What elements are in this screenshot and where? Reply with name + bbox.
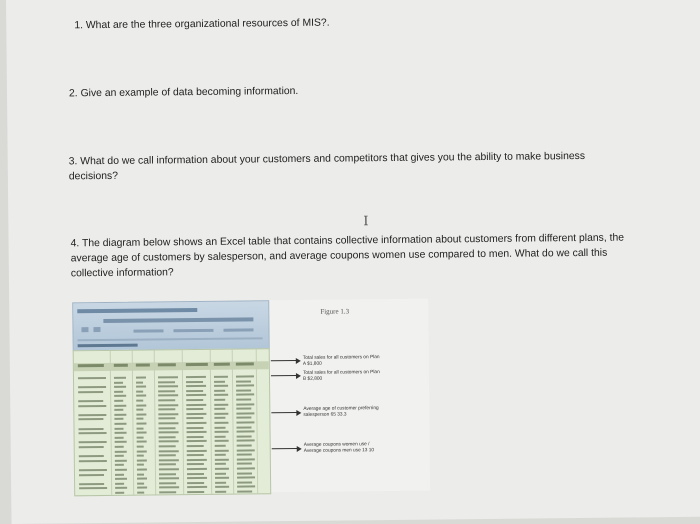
spreadsheet-cell — [214, 380, 225, 382]
spreadsheet-cell — [137, 464, 144, 466]
spreadsheet-cell — [215, 477, 229, 479]
spreadsheet-cell — [215, 440, 229, 442]
spreadsheet-cell — [79, 446, 104, 448]
spreadsheet-cell — [215, 445, 226, 447]
spreadsheet-cell — [236, 412, 254, 414]
spreadsheet-cell — [158, 385, 178, 387]
spreadsheet-cell — [215, 491, 226, 493]
annotation-plan-b: Total sales for all customers on Plan B $2,800 — [302, 370, 380, 382]
spreadsheet-cell — [214, 426, 225, 428]
annotation-arrow — [271, 360, 297, 361]
spreadsheet-cell — [186, 399, 203, 401]
spreadsheet-cell — [187, 468, 207, 470]
spreadsheet-cell — [136, 409, 143, 411]
spreadsheet-cell — [186, 394, 206, 396]
spreadsheet-cell — [114, 404, 126, 406]
spreadsheet-cell — [187, 445, 204, 447]
spreadsheet-cell — [136, 423, 146, 425]
spreadsheet-cell — [214, 385, 228, 387]
spreadsheet-cell — [215, 468, 229, 470]
spreadsheet-cell — [158, 399, 175, 401]
spreadsheet-cell — [159, 450, 179, 452]
spreadsheet-cell — [159, 487, 179, 489]
spreadsheet-cell — [237, 486, 255, 488]
spreadsheet-cell — [137, 459, 147, 461]
spreadsheet-cell — [158, 376, 178, 378]
spreadsheet-cell — [186, 390, 203, 392]
spreadsheet-cell — [114, 414, 126, 416]
spreadsheet-cell — [114, 409, 123, 411]
spreadsheet-cell — [79, 441, 107, 443]
annotation-coupons: Average coupons women use / Average coupons men use 13 10 — [303, 442, 375, 454]
spreadsheet-cell — [137, 446, 144, 448]
spreadsheet-cell — [137, 450, 147, 452]
spreadsheet-cell — [214, 399, 225, 401]
spreadsheet-cell — [236, 380, 251, 382]
spreadsheet-cell — [237, 467, 255, 469]
spreadsheet-cell — [237, 472, 252, 474]
spreadsheet-cell — [187, 459, 207, 461]
spreadsheet-cell — [137, 436, 144, 438]
text-cursor-icon: I — [363, 214, 369, 230]
spreadsheet-cell — [237, 435, 252, 437]
spreadsheet-cell — [215, 463, 226, 465]
spreadsheet-cell — [136, 418, 143, 420]
spreadsheet-cell — [114, 423, 126, 425]
spreadsheet-cell — [187, 463, 204, 465]
spreadsheet-cell — [79, 455, 104, 457]
spreadsheet-cell — [215, 449, 229, 451]
spreadsheet-cell — [159, 477, 179, 479]
spreadsheet-cell — [158, 408, 175, 410]
spreadsheet-cell — [236, 417, 251, 419]
spreadsheet-cell — [137, 455, 144, 457]
spreadsheet-cell — [115, 492, 124, 494]
spreadsheet-cell — [187, 440, 207, 442]
spreadsheet-cell — [115, 478, 127, 480]
spreadsheet-cell — [214, 403, 228, 405]
spreadsheet-cell — [215, 436, 226, 438]
spreadsheet-cell — [187, 477, 207, 479]
spreadsheet-cell — [187, 431, 207, 433]
question-2: 2. Give an example of data becoming information. — [68, 85, 299, 100]
spreadsheet-cell — [136, 395, 146, 397]
spreadsheet-cell — [137, 487, 147, 489]
spreadsheet-cell — [78, 400, 103, 402]
spreadsheet-cell — [115, 427, 124, 429]
spreadsheet-cell — [186, 408, 203, 410]
spreadsheet-cell — [78, 391, 103, 393]
spreadsheet-cell — [158, 404, 178, 406]
spreadsheet-cell — [114, 400, 123, 402]
spreadsheet-cell — [79, 469, 107, 471]
spreadsheet-cell — [159, 468, 179, 470]
spreadsheet-cell — [187, 436, 204, 438]
spreadsheet-cell — [214, 394, 228, 396]
spreadsheet-cell — [115, 432, 127, 434]
photographed-screen — [6, 0, 700, 524]
spreadsheet-cell — [137, 482, 144, 484]
spreadsheet-cell — [158, 395, 178, 397]
spreadsheet-cell — [78, 405, 106, 407]
spreadsheet-cell — [186, 376, 206, 378]
spreadsheet-cell — [114, 381, 123, 383]
excel-ribbon — [72, 300, 270, 352]
spreadsheet-cell — [136, 400, 143, 402]
annotation-average-age: Average age of customer preferring salesperson 65 33.3 — [303, 406, 379, 418]
spreadsheet-cell — [159, 436, 176, 438]
spreadsheet-cell — [186, 385, 206, 387]
spreadsheet-cell — [236, 394, 254, 396]
spreadsheet-cell — [137, 441, 147, 443]
spreadsheet-cell — [136, 413, 146, 415]
spreadsheet-cell — [79, 428, 104, 430]
spreadsheet-cell — [215, 458, 229, 460]
spreadsheet-cell — [136, 377, 146, 379]
spreadsheet-cell — [136, 404, 146, 406]
spreadsheet-cell — [158, 422, 178, 424]
spreadsheet-cell — [215, 431, 229, 433]
spreadsheet-cell — [215, 482, 226, 484]
question-1: 1. What are the three organizational resources of MIS?. — [74, 17, 330, 32]
spreadsheet-cell — [136, 381, 143, 383]
spreadsheet-cell — [115, 441, 127, 443]
spreadsheet-cell — [237, 454, 252, 456]
spreadsheet-cell — [115, 464, 124, 466]
spreadsheet-cell — [115, 473, 124, 475]
spreadsheet-cell — [136, 390, 143, 392]
spreadsheet-cell — [159, 427, 176, 429]
spreadsheet-cell — [78, 414, 106, 416]
spreadsheet-cell — [78, 386, 106, 388]
spreadsheet-cell — [159, 454, 176, 456]
spreadsheet-cell — [159, 491, 176, 493]
spreadsheet-cell — [115, 483, 124, 485]
spreadsheet-cell — [79, 487, 107, 489]
spreadsheet-cell — [215, 486, 229, 488]
spreadsheet-cell — [136, 386, 146, 388]
spreadsheet-cell — [236, 426, 251, 428]
spreadsheet-cell — [137, 432, 147, 434]
spreadsheet-cell — [137, 469, 147, 471]
spreadsheet-cell — [187, 450, 207, 452]
spreadsheet-cell — [115, 446, 124, 448]
spreadsheet-cell — [158, 390, 175, 392]
spreadsheet-cell — [214, 408, 225, 410]
spreadsheet-cell — [236, 385, 254, 387]
spreadsheet-cell — [137, 492, 144, 494]
spreadsheet-cell — [237, 463, 252, 465]
question-3: 3. What do we call information about your customers and competitors that gives you the ability to make business decisions? — [68, 150, 586, 183]
spreadsheet-cell — [159, 431, 179, 433]
spreadsheet-cell — [186, 404, 206, 406]
spreadsheet-cell — [115, 455, 124, 457]
spreadsheet-cell — [78, 418, 103, 420]
spreadsheet-cell — [187, 454, 204, 456]
spreadsheet-cell — [237, 440, 255, 442]
spreadsheet-cell — [115, 469, 127, 471]
spreadsheet-cell — [159, 473, 176, 475]
excel-figure — [72, 299, 430, 495]
spreadsheet-cell — [236, 421, 254, 423]
spreadsheet-cell — [114, 418, 123, 420]
excel-spreadsheet — [73, 348, 272, 496]
spreadsheet-cell — [236, 389, 251, 391]
spreadsheet-cell — [159, 441, 179, 443]
spreadsheet-cell — [187, 473, 204, 475]
spreadsheet-cell — [78, 377, 106, 379]
spreadsheet-cell — [158, 418, 175, 420]
spreadsheet-cell — [186, 422, 206, 424]
figure-caption: Figure 1.3 — [320, 307, 350, 316]
spreadsheet-cell — [159, 459, 179, 461]
spreadsheet-cell — [186, 381, 203, 383]
spreadsheet-cell — [237, 477, 255, 479]
spreadsheet-cell — [237, 449, 255, 451]
spreadsheet-cell — [215, 454, 226, 456]
spreadsheet-cell — [214, 412, 228, 414]
spreadsheet-cell — [214, 390, 225, 392]
spreadsheet-cell — [114, 386, 126, 388]
spreadsheet-cell — [186, 427, 203, 429]
spreadsheet-cell — [158, 413, 178, 415]
annotation-arrow — [272, 448, 298, 449]
spreadsheet-cell — [214, 417, 225, 419]
spreadsheet-cell — [158, 381, 175, 383]
spreadsheet-cell — [79, 460, 107, 462]
spreadsheet-cell — [186, 413, 206, 415]
annotation-arrow — [271, 375, 297, 376]
spreadsheet-cell — [114, 391, 123, 393]
spreadsheet-cell — [114, 377, 126, 379]
spreadsheet-cell — [79, 474, 104, 476]
spreadsheet-cell — [115, 450, 127, 452]
spreadsheet-cell — [187, 486, 207, 488]
spreadsheet-cell — [214, 376, 228, 378]
spreadsheet-cell — [115, 437, 124, 439]
spreadsheet-cell — [215, 472, 226, 474]
spreadsheet-cell — [237, 444, 252, 446]
spreadsheet-cell — [237, 458, 255, 460]
question-4: 4. The diagram below shows an Excel table that contains collective information about customers from different plans, the average age of customers by salesperson, and average coupons women use compared to men. What do we call this collective information? — [70, 232, 625, 280]
spreadsheet-cell — [237, 490, 252, 492]
spreadsheet-cell — [79, 432, 107, 434]
spreadsheet-cell — [236, 408, 251, 410]
spreadsheet-cell — [187, 482, 204, 484]
spreadsheet-cell — [115, 487, 127, 489]
spreadsheet-cell — [237, 481, 252, 483]
spreadsheet-cell — [236, 398, 251, 400]
spreadsheet-cell — [159, 445, 176, 447]
spreadsheet-cell — [115, 460, 127, 462]
annotation-arrow — [271, 412, 297, 413]
spreadsheet-cell — [137, 478, 147, 480]
spreadsheet-cell — [214, 422, 228, 424]
annotation-plan-a: Total sales for all customers on Plan A $1,800 — [302, 355, 380, 367]
spreadsheet-cell — [187, 491, 204, 493]
spreadsheet-cell — [79, 483, 104, 485]
spreadsheet-cell — [137, 473, 144, 475]
spreadsheet-cell — [236, 375, 254, 377]
spreadsheet-cell — [186, 417, 203, 419]
spreadsheet-cell — [137, 427, 144, 429]
spreadsheet-cell — [159, 464, 176, 466]
spreadsheet-cell — [237, 431, 255, 433]
spreadsheet-cell — [159, 482, 176, 484]
spreadsheet-cell — [236, 403, 254, 405]
spreadsheet-cell — [114, 395, 126, 397]
